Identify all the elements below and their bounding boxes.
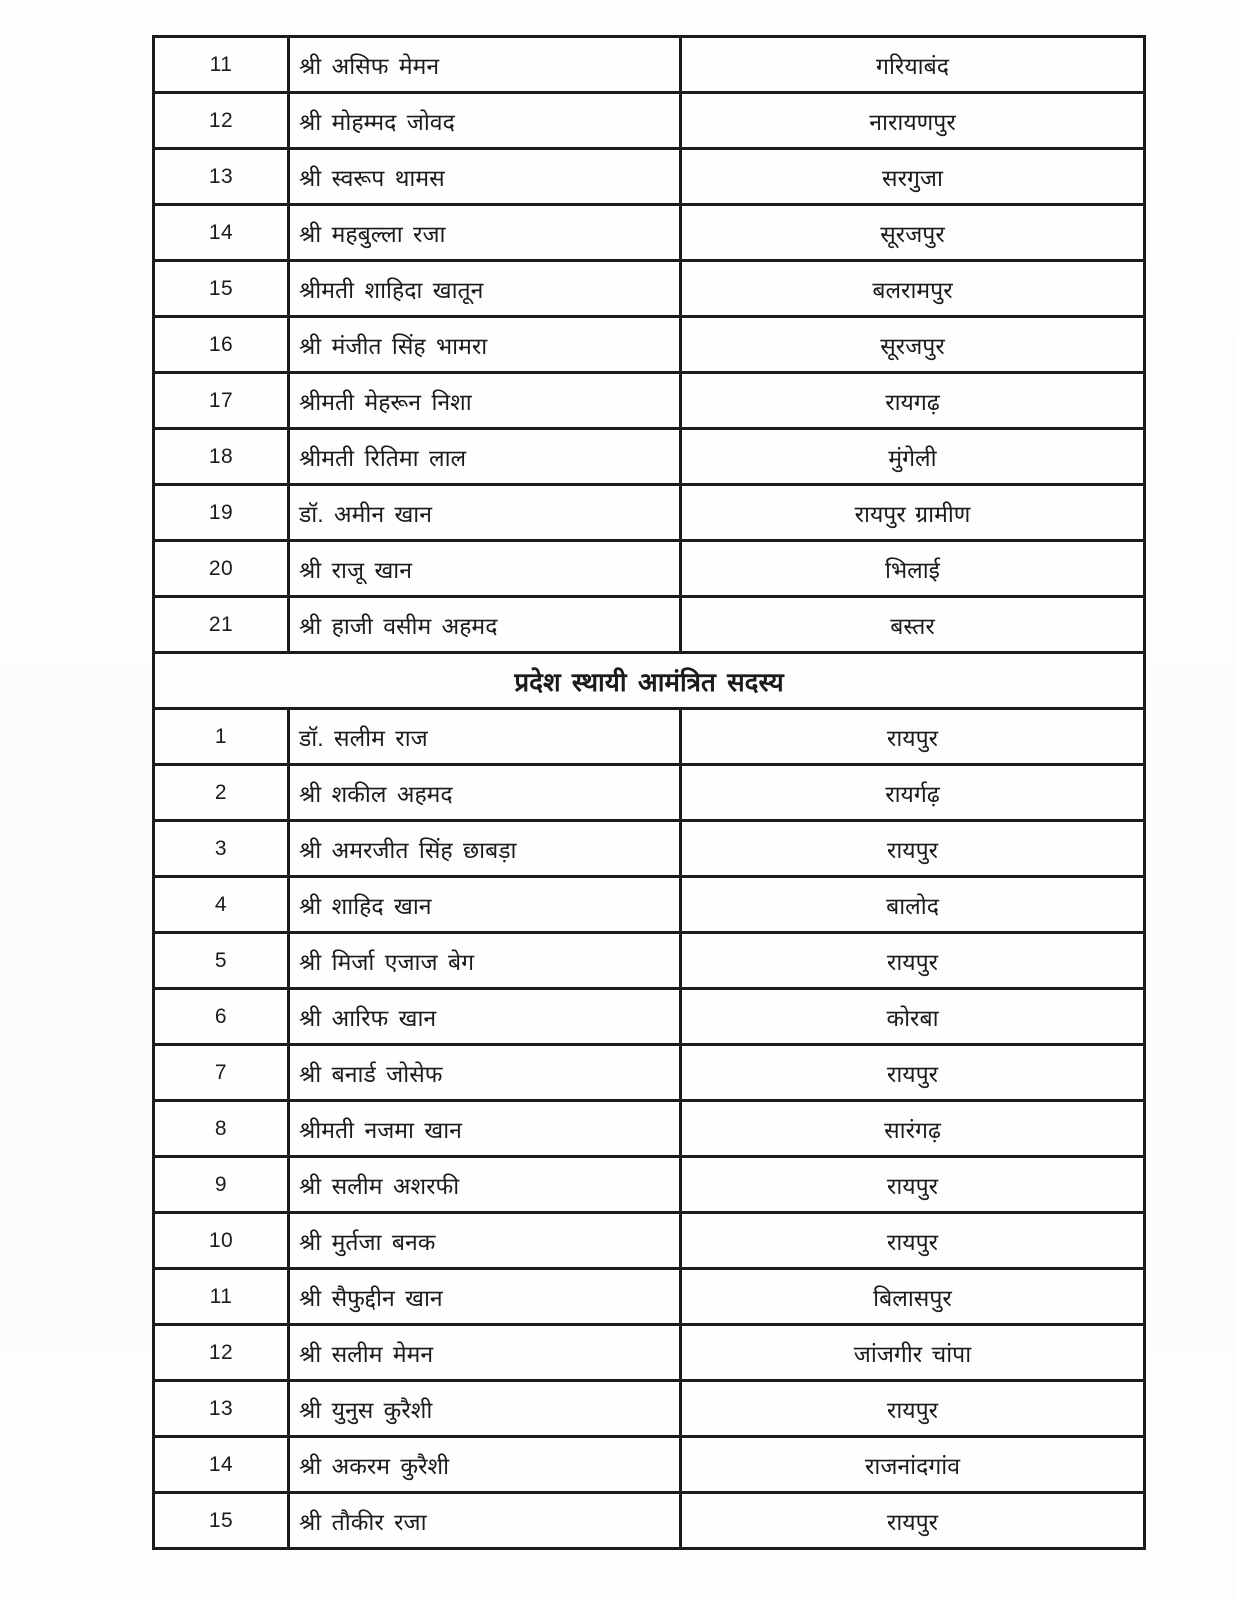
table-row (154, 1325, 1145, 1381)
section1-body (154, 37, 1145, 653)
member-place: राजनांदगांव (681, 1437, 1145, 1493)
member-place: बिलासपुर (681, 1269, 1145, 1325)
table-row (154, 1045, 1145, 1101)
member-place: रायपुर (681, 1493, 1145, 1549)
table-row (154, 37, 1145, 93)
member-place: रायपुर (681, 933, 1145, 989)
member-name: श्रीमती शाहिदा खातून (289, 261, 681, 317)
member-name: श्री सैफुद्दीन खान (289, 1269, 681, 1325)
member-name: श्रीमती रितिमा लाल (289, 429, 681, 485)
row-number: 14 (154, 205, 289, 261)
member-name: श्री सलीम मेमन (289, 1325, 681, 1381)
member-place: रायर्गढ़ (681, 765, 1145, 821)
row-number: 14 (154, 1437, 289, 1493)
member-name: श्री हाजी वसीम अहमद (289, 597, 681, 653)
row-number: 15 (154, 261, 289, 317)
table-row (154, 709, 1145, 765)
member-name: डॉ. सलीम राज (289, 709, 681, 765)
member-name: श्री बनार्ड जोसेफ (289, 1045, 681, 1101)
table-row (154, 1213, 1145, 1269)
row-number: 13 (154, 149, 289, 205)
table-row (154, 989, 1145, 1045)
member-name: श्री युनुस कुरैशी (289, 1381, 681, 1437)
row-number: 1 (154, 709, 289, 765)
table-row (154, 877, 1145, 933)
member-place: गरियाबंद (681, 37, 1145, 93)
row-number: 13 (154, 1381, 289, 1437)
row-number: 4 (154, 877, 289, 933)
table-row (154, 317, 1145, 373)
table-row (154, 1493, 1145, 1549)
row-number: 9 (154, 1157, 289, 1213)
table-row (154, 1381, 1145, 1437)
row-number: 15 (154, 1493, 289, 1549)
row-number: 10 (154, 1213, 289, 1269)
member-name: श्री महबुल्ला रजा (289, 205, 681, 261)
table-row (154, 933, 1145, 989)
member-name: श्री सलीम अशरफी (289, 1157, 681, 1213)
member-place: बालोद (681, 877, 1145, 933)
member-name: श्री अकरम कुरैशी (289, 1437, 681, 1493)
section-header: प्रदेश स्थायी आमंत्रित सदस्य (154, 653, 1145, 709)
row-number: 7 (154, 1045, 289, 1101)
row-number: 11 (154, 1269, 289, 1325)
member-place: जांजगीर चांपा (681, 1325, 1145, 1381)
row-number: 18 (154, 429, 289, 485)
member-name: श्री शाहिद खान (289, 877, 681, 933)
member-place: रायपुर (681, 709, 1145, 765)
member-place: रायपुर (681, 1213, 1145, 1269)
member-place: रायपुर (681, 821, 1145, 877)
member-name: श्रीमती नजमा खान (289, 1101, 681, 1157)
row-number: 5 (154, 933, 289, 989)
section-header-body (154, 653, 1145, 709)
section-header-row (154, 653, 1145, 709)
table-row (154, 149, 1145, 205)
table-row (154, 373, 1145, 429)
table-row (154, 1157, 1145, 1213)
table-row (154, 765, 1145, 821)
member-name: श्री स्वरूप थामस (289, 149, 681, 205)
member-name: श्रीमती मेहरून निशा (289, 373, 681, 429)
row-number: 8 (154, 1101, 289, 1157)
row-number: 19 (154, 485, 289, 541)
row-number: 12 (154, 93, 289, 149)
member-name: श्री मोहम्मद जोवद (289, 93, 681, 149)
members-table (152, 35, 1146, 1550)
member-place: सरगुजा (681, 149, 1145, 205)
member-name: श्री मिर्जा एजाज बेग (289, 933, 681, 989)
member-place: बलरामपुर (681, 261, 1145, 317)
member-place: सूरजपुर (681, 205, 1145, 261)
member-place: सूरजपुर (681, 317, 1145, 373)
row-number: 3 (154, 821, 289, 877)
member-name: श्री मुर्तजा बनक (289, 1213, 681, 1269)
row-number: 2 (154, 765, 289, 821)
member-place: सारंगढ़ (681, 1101, 1145, 1157)
table-row (154, 821, 1145, 877)
row-number: 21 (154, 597, 289, 653)
member-place: रायपुर (681, 1157, 1145, 1213)
table-row (154, 597, 1145, 653)
member-name: श्री शकील अहमद (289, 765, 681, 821)
row-number: 11 (154, 37, 289, 93)
table-row (154, 1101, 1145, 1157)
member-place: रायपुर ग्रामीण (681, 485, 1145, 541)
member-place: मुंगेली (681, 429, 1145, 485)
table-row (154, 205, 1145, 261)
member-name: श्री तौकीर रजा (289, 1493, 681, 1549)
row-number: 12 (154, 1325, 289, 1381)
member-name: श्री राजू खान (289, 541, 681, 597)
member-place: भिलाई (681, 541, 1145, 597)
member-place: रायगढ़ (681, 373, 1145, 429)
table-row (154, 93, 1145, 149)
table-row (154, 541, 1145, 597)
table-row (154, 261, 1145, 317)
table-row (154, 1269, 1145, 1325)
table-row (154, 429, 1145, 485)
row-number: 6 (154, 989, 289, 1045)
row-number: 16 (154, 317, 289, 373)
member-place: कोरबा (681, 989, 1145, 1045)
member-place: नारायणपुर (681, 93, 1145, 149)
member-name: डॉ. अमीन खान (289, 485, 681, 541)
member-place: रायपुर (681, 1045, 1145, 1101)
member-place: बस्तर (681, 597, 1145, 653)
member-name: श्री आरिफ खान (289, 989, 681, 1045)
row-number: 17 (154, 373, 289, 429)
member-name: श्री असिफ मेमन (289, 37, 681, 93)
member-place: रायपुर (681, 1381, 1145, 1437)
row-number: 20 (154, 541, 289, 597)
table-row (154, 485, 1145, 541)
member-name: श्री मंजीत सिंह भामरा (289, 317, 681, 373)
member-name: श्री अमरजीत सिंह छाबड़ा (289, 821, 681, 877)
section2-body (154, 709, 1145, 1549)
table-row (154, 1437, 1145, 1493)
